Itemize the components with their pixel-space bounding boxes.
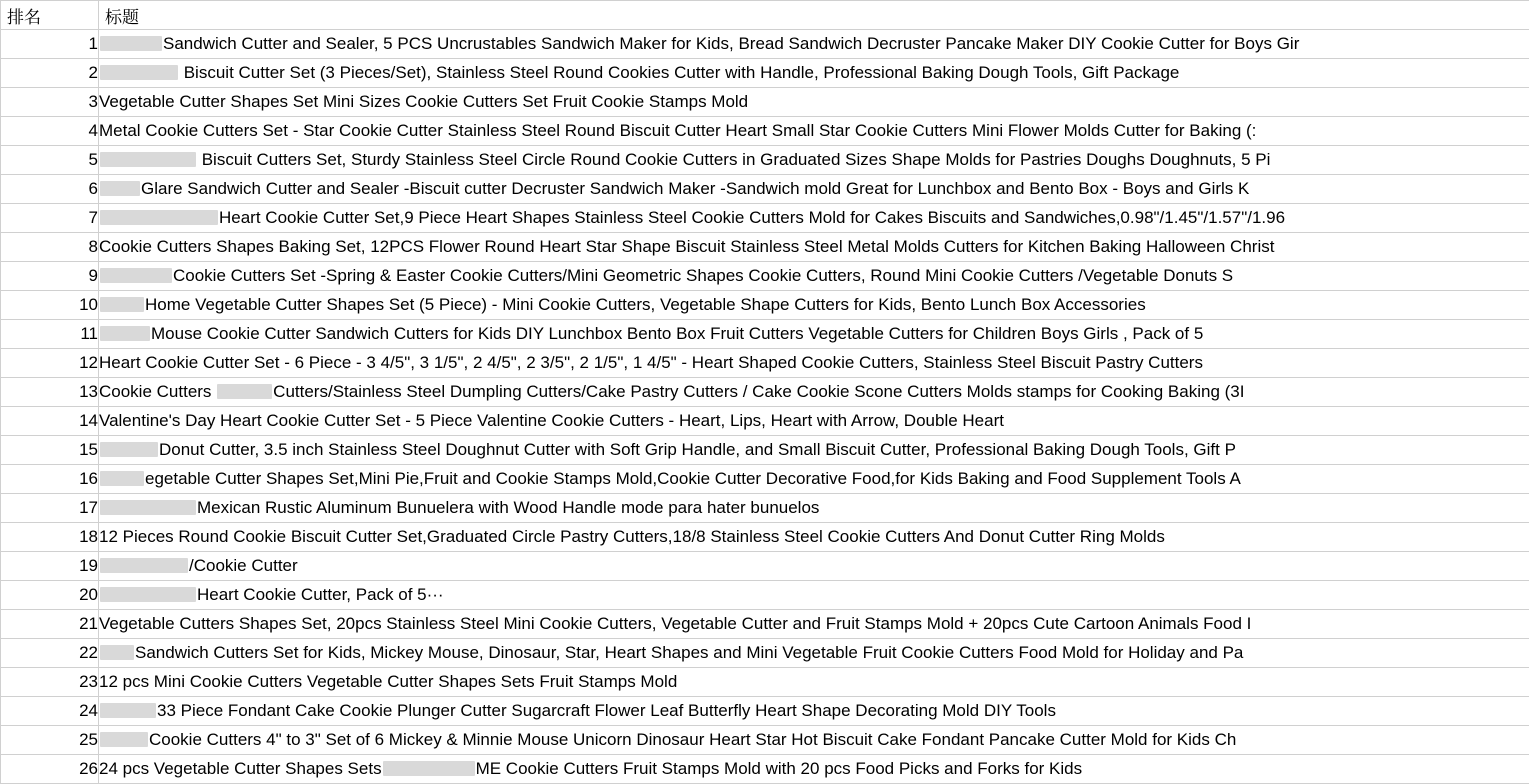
title-text: Metal Cookie Cutters Set - Star Cookie Cutter Stainless Steel Round Biscuit Cutter Heart Small Star Cookie Cutters Mini Flower Molds Cutter for Baking (: <box>99 121 1256 140</box>
title-text: Cookie Cutters <box>99 382 216 401</box>
table-row[interactable] <box>1 436 1529 465</box>
table-row[interactable] <box>1 59 1529 88</box>
cell-rank[interactable]: 11 <box>1 320 99 349</box>
table-row[interactable] <box>1 726 1529 755</box>
table-row[interactable] <box>1 117 1529 146</box>
table-row[interactable] <box>1 320 1529 349</box>
title-text: Mexican Rustic Aluminum Bunuelera with Wood Handle mode para hater bunuelos <box>197 498 819 517</box>
title-text: Heart Cookie Cutter Set - 6 Piece - 3 4/5", 3 1/5", 2 4/5", 2 3/5", 2 1/5", 1 4/5" - Heart Shaped Cookie Cutters, Stainless Steel Biscuit Pastry Cutters <box>99 353 1203 372</box>
column-header-rank[interactable]: 排名 <box>1 1 99 30</box>
cell-title[interactable] <box>99 175 1529 204</box>
title-text: Vegetable Cutters Shapes Set, 20pcs Stainless Steel Mini Cookie Cutters, Vegetable Cutter and Fruit Stamps Mold + 20pcs Cute Cartoon Animals Food I <box>99 614 1251 633</box>
table-row[interactable] <box>1 88 1529 117</box>
cell-title[interactable] <box>99 88 1529 117</box>
title-text: Biscuit Cutters Set, Sturdy Stainless Steel Circle Round Cookie Cutters in Graduated Sizes Shape Molds for Pastries Doughs Doughnuts, 5 Pi <box>197 150 1270 169</box>
title-text: Valentine's Day Heart Cookie Cutter Set - 5 Piece Valentine Cookie Cutters - Heart, Lips, Heart with Arrow, Double Heart <box>99 411 1004 430</box>
cell-rank[interactable]: 16 <box>1 465 99 494</box>
cell-title[interactable] <box>99 726 1529 755</box>
title-text: Sandwich Cutter and Sealer, 5 PCS Uncrustables Sandwich Maker for Kids, Bread Sandwich Decruster Pancake Maker DIY Cookie Cutter for Boys Gir <box>163 34 1299 53</box>
title-text-continued: Cutters/Stainless Steel Dumpling Cutters/Cake Pastry Cutters / Cake Cookie Scone Cutters Molds stamps for Cooking Baking (3I <box>273 382 1244 401</box>
redacted-brand-block <box>100 152 196 167</box>
cell-title[interactable] <box>99 639 1529 668</box>
cell-title[interactable] <box>99 552 1529 581</box>
redacted-brand-block <box>100 732 148 747</box>
table-row[interactable] <box>1 494 1529 523</box>
table-row[interactable] <box>1 668 1529 697</box>
title-text-continued: ME Cookie Cutters Fruit Stamps Mold with 20 pcs Food Picks and Forks for Kids <box>476 759 1083 778</box>
table-header-row <box>1 1 1529 30</box>
redacted-brand-block <box>100 326 150 341</box>
cell-rank[interactable]: 6 <box>1 175 99 204</box>
redacted-brand-block <box>100 65 178 80</box>
redacted-brand-block <box>100 558 188 573</box>
title-text: Glare Sandwich Cutter and Sealer -Biscuit cutter Decruster Sandwich Maker -Sandwich mold Great for Lunchbox and Bento Box - Boys and Girls K <box>141 179 1249 198</box>
cell-title[interactable] <box>99 30 1529 59</box>
cell-title[interactable] <box>99 349 1529 378</box>
cell-rank[interactable]: 15 <box>1 436 99 465</box>
title-text: Cookie Cutters 4" to 3" Set of 6 Mickey & Minnie Mouse Unicorn Dinosaur Heart Star Hot Biscuit Cake Fondant Pancake Cutter Mold for Kids Ch <box>149 730 1236 749</box>
redacted-brand-block <box>100 442 158 457</box>
cell-title[interactable] <box>99 204 1529 233</box>
title-text: Cookie Cutters Set -Spring & Easter Cookie Cutters/Mini Geometric Shapes Cookie Cutters, Round Mini Cookie Cutters /Vegetable Donuts S <box>173 266 1233 285</box>
table-row[interactable] <box>1 262 1529 291</box>
cell-title[interactable] <box>99 233 1529 262</box>
title-text: 24 pcs Vegetable Cutter Shapes Sets <box>99 759 382 778</box>
cell-rank[interactable]: 10 <box>1 291 99 320</box>
table-row[interactable] <box>1 610 1529 639</box>
title-text: Home Vegetable Cutter Shapes Set (5 Piece) - Mini Cookie Cutters, Vegetable Shape Cutters for Kids, Bento Lunch Box Accessories <box>145 295 1146 314</box>
title-text: 12 Pieces Round Cookie Biscuit Cutter Set,Graduated Circle Pastry Cutters,18/8 Stainless Steel Cookie Cutters And Donut Cutter Ring Molds <box>99 527 1165 546</box>
redacted-brand-block <box>100 587 196 602</box>
redacted-brand-block <box>100 500 196 515</box>
table-row[interactable] <box>1 175 1529 204</box>
cell-title[interactable] <box>99 117 1529 146</box>
cell-title[interactable] <box>99 465 1529 494</box>
table-row[interactable] <box>1 233 1529 262</box>
cell-title[interactable] <box>99 262 1529 291</box>
cell-title[interactable] <box>99 610 1529 639</box>
cell-rank[interactable]: 17 <box>1 494 99 523</box>
redacted-brand-block <box>100 181 140 196</box>
title-text: Biscuit Cutter Set (3 Pieces/Set), Stainless Steel Round Cookies Cutter with Handle, Professional Baking Dough Tools, Gift Package <box>179 63 1179 82</box>
cell-rank[interactable]: 24 <box>1 697 99 726</box>
cell-rank[interactable]: 9 <box>1 262 99 291</box>
redacted-brand-block <box>100 297 144 312</box>
cell-title[interactable] <box>99 494 1529 523</box>
cell-rank[interactable]: 12 <box>1 349 99 378</box>
cell-rank[interactable]: 2 <box>1 59 99 88</box>
cell-rank[interactable]: 3 <box>1 88 99 117</box>
column-header-title[interactable]: 标题 <box>99 1 1529 30</box>
title-text: /Cookie Cutter <box>189 556 298 575</box>
title-text: Cookie Cutters Shapes Baking Set, 12PCS Flower Round Heart Star Shape Biscuit Stainless Steel Metal Molds Cutters for Kitchen Baking Halloween Christ <box>99 237 1274 256</box>
table-row[interactable] <box>1 407 1529 436</box>
cell-title[interactable] <box>99 581 1529 610</box>
table-row[interactable] <box>1 465 1529 494</box>
table-row[interactable] <box>1 349 1529 378</box>
title-text: Heart Cookie Cutter Set,9 Piece Heart Shapes Stainless Steel Cookie Cutters Mold for Cakes Biscuits and Sandwiches,0.98"/1.45"/1.57"/1.96 <box>219 208 1285 227</box>
table-row[interactable] <box>1 204 1529 233</box>
table-row[interactable] <box>1 552 1529 581</box>
redacted-brand-block <box>100 645 134 660</box>
cell-title[interactable] <box>99 668 1529 697</box>
cell-rank[interactable]: 22 <box>1 639 99 668</box>
redacted-brand-block <box>100 36 162 51</box>
table-row[interactable] <box>1 639 1529 668</box>
cell-rank[interactable]: 8 <box>1 233 99 262</box>
redacted-brand-block <box>100 210 218 225</box>
table-row[interactable] <box>1 523 1529 552</box>
cell-title[interactable] <box>99 523 1529 552</box>
cell-rank[interactable]: 20 <box>1 581 99 610</box>
redacted-brand-block <box>217 384 272 399</box>
cell-rank[interactable]: 1 <box>1 30 99 59</box>
cell-title[interactable] <box>99 436 1529 465</box>
table-row[interactable] <box>1 146 1529 175</box>
cell-rank[interactable]: 26 <box>1 755 99 784</box>
redacted-brand-block <box>100 268 172 283</box>
title-text: egetable Cutter Shapes Set,Mini Pie,Fruit and Cookie Stamps Mold,Cookie Cutter Decorative Food,for Kids Baking and Food Supplement Tools A <box>145 469 1241 488</box>
title-text: 33 Piece Fondant Cake Cookie Plunger Cutter Sugarcraft Flower Leaf Butterfly Heart Shape Decorating Mold DIY Tools <box>157 701 1056 720</box>
cell-rank[interactable]: 21 <box>1 610 99 639</box>
cell-title[interactable] <box>99 59 1529 88</box>
cell-rank[interactable]: 13 <box>1 378 99 407</box>
title-text: Sandwich Cutters Set for Kids, Mickey Mouse, Dinosaur, Star, Heart Shapes and Mini Vegetable Fruit Cookie Cutters Food Mold for Holiday and Pa <box>135 643 1243 662</box>
cell-title[interactable] <box>99 697 1529 726</box>
cell-rank[interactable]: 7 <box>1 204 99 233</box>
title-text: 12 pcs Mini Cookie Cutters Vegetable Cutter Shapes Sets Fruit Stamps Mold <box>99 672 677 691</box>
table-row[interactable] <box>1 291 1529 320</box>
redacted-brand-block <box>100 471 144 486</box>
table-row[interactable] <box>1 30 1529 59</box>
table-row[interactable] <box>1 581 1529 610</box>
cell-title[interactable] <box>99 378 1529 407</box>
title-text: Mouse Cookie Cutter Sandwich Cutters for Kids DIY Lunchbox Bento Box Fruit Cutters Vegetable Cutters for Children Boys Girls , Pack of 5 <box>151 324 1203 343</box>
cell-rank[interactable]: 14 <box>1 407 99 436</box>
redacted-brand-block <box>383 761 475 776</box>
cell-rank[interactable]: 25 <box>1 726 99 755</box>
title-text: Vegetable Cutter Shapes Set Mini Sizes Cookie Cutters Set Fruit Cookie Stamps Mold <box>99 92 748 111</box>
cell-title[interactable] <box>99 146 1529 175</box>
cell-title[interactable] <box>99 407 1529 436</box>
title-text: Donut Cutter, 3.5 inch Stainless Steel Doughnut Cutter with Soft Grip Handle, and Small Biscuit Cutter, Professional Baking Dough Tools, Gift P <box>159 440 1236 459</box>
cell-rank[interactable]: 23 <box>1 668 99 697</box>
redacted-brand-block <box>100 703 156 718</box>
table-row[interactable] <box>1 378 1529 407</box>
cell-rank[interactable]: 4 <box>1 117 99 146</box>
cell-rank[interactable]: 5 <box>1 146 99 175</box>
table-body <box>1 30 1529 784</box>
cell-title[interactable] <box>99 320 1529 349</box>
cell-rank[interactable]: 18 <box>1 523 99 552</box>
title-text: Heart Cookie Cutter, Pack of 5··· <box>197 585 444 604</box>
cell-rank[interactable]: 19 <box>1 552 99 581</box>
cell-title[interactable] <box>99 291 1529 320</box>
table-row[interactable] <box>1 697 1529 726</box>
